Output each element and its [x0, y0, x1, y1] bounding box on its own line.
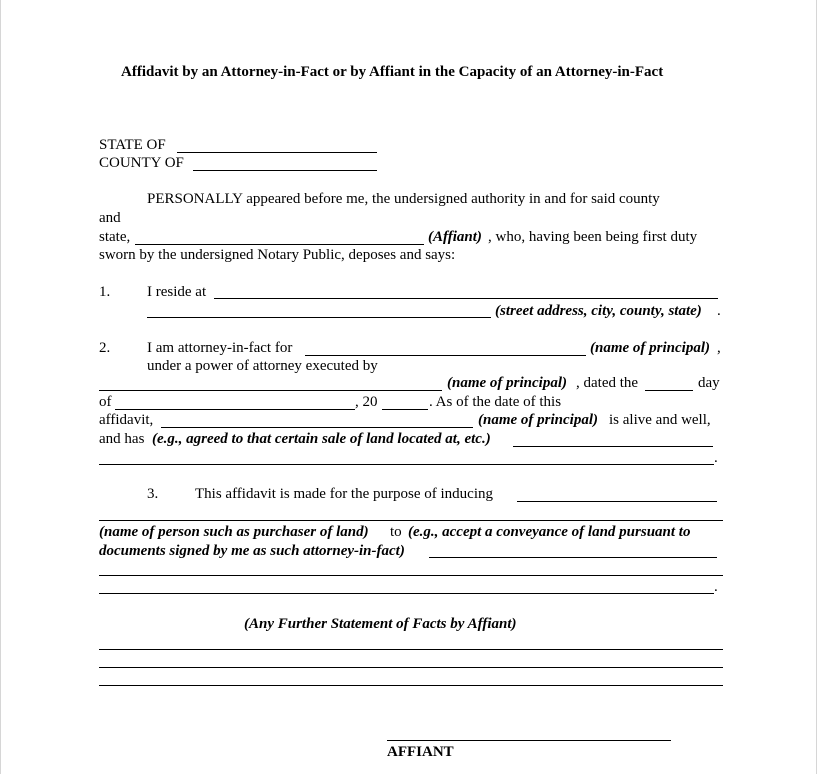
affiant-signature-label: AFFIANT: [387, 744, 454, 760]
item-1-hint: (street address, city, county, state): [495, 303, 702, 319]
item-2-has: and has: [99, 431, 145, 447]
intro-line-2: and: [99, 210, 121, 226]
item-2-hint-4: (e.g., agreed to that certain sale of land located at, etc.): [152, 431, 491, 447]
affiant-hint: (Affiant): [428, 229, 482, 245]
item-2-twenty: , 20: [355, 394, 378, 410]
item-2-of: of: [99, 394, 112, 410]
residence-field-1[interactable]: [214, 298, 718, 299]
item-2-asof: . As of the date of this: [429, 394, 562, 410]
purpose-field-1[interactable]: [429, 557, 717, 558]
year-field[interactable]: [382, 409, 428, 410]
item-2-hint-2: (name of principal): [447, 375, 567, 391]
item-2-comma: ,: [717, 340, 721, 356]
action-field-2[interactable]: [99, 464, 714, 465]
intro-line-3: , who, having been being first duty: [488, 229, 698, 245]
principal-field-3[interactable]: [161, 427, 473, 428]
intro-state-label: state,: [99, 229, 131, 245]
document-title: Affidavit by an Attorney-in-Fact or by Affiant in the Capacity of an Attorney-in-Fact: [121, 64, 664, 80]
intro-line-4: sworn by the undersigned Notary Public, deposes and says:: [99, 247, 456, 263]
purpose-field-3[interactable]: [99, 593, 714, 594]
affiant-signature-line[interactable]: [387, 740, 671, 741]
item-3-hint-1: (name of person such as purchaser of land): [99, 524, 369, 540]
county-of-label: COUNTY OF: [99, 155, 184, 171]
further-statement-heading: (Any Further Statement of Facts by Affiant): [244, 616, 517, 632]
item-2-day: day: [698, 375, 720, 391]
month-field[interactable]: [115, 409, 355, 410]
item-2-hint-1: (name of principal): [590, 340, 710, 356]
item-1-number: 1.: [99, 284, 111, 300]
day-field[interactable]: [645, 390, 693, 391]
item-2-affidavit: affidavit,: [99, 412, 154, 428]
further-field-1[interactable]: [99, 649, 723, 650]
item-2-end: .: [714, 450, 718, 466]
item-2-dated: , dated the: [576, 375, 639, 391]
further-field-2[interactable]: [99, 667, 723, 668]
further-field-3[interactable]: [99, 685, 723, 686]
item-3-number: 3.: [147, 486, 159, 502]
principal-field-2[interactable]: [99, 390, 442, 391]
affiant-name-field[interactable]: [135, 244, 424, 245]
residence-field-2[interactable]: [147, 317, 491, 318]
item-1-text: I reside at: [147, 284, 207, 300]
item-3-hint-2: (e.g., accept a conveyance of land pursuant to: [408, 524, 691, 540]
item-2-number: 2.: [99, 340, 111, 356]
item-2-alive: is alive and well,: [609, 412, 711, 428]
item-3-text: This affidavit is made for the purpose of inducing: [195, 486, 493, 502]
state-of-label: STATE OF: [99, 137, 166, 153]
item-2-hint-3: (name of principal): [478, 412, 598, 428]
purpose-field-2[interactable]: [99, 575, 723, 576]
item-3-to: to: [390, 524, 402, 540]
item-2-text: I am attorney-in-fact for: [147, 340, 293, 356]
item-3-end: .: [714, 579, 718, 595]
inducing-field-1[interactable]: [517, 501, 717, 502]
item-3-hint-3: documents signed by me as such attorney-in-fact): [99, 543, 405, 559]
county-field[interactable]: [193, 170, 377, 171]
inducing-field-2[interactable]: [99, 520, 723, 521]
principal-field-1[interactable]: [305, 355, 586, 356]
item-1-end: .: [717, 303, 721, 319]
intro-line-1: PERSONALLY appeared before me, the undersigned authority in and for said county: [147, 191, 660, 207]
state-field[interactable]: [177, 152, 377, 153]
item-2-text-2: under a power of attorney executed by: [147, 358, 378, 374]
action-field-1[interactable]: [513, 446, 713, 447]
